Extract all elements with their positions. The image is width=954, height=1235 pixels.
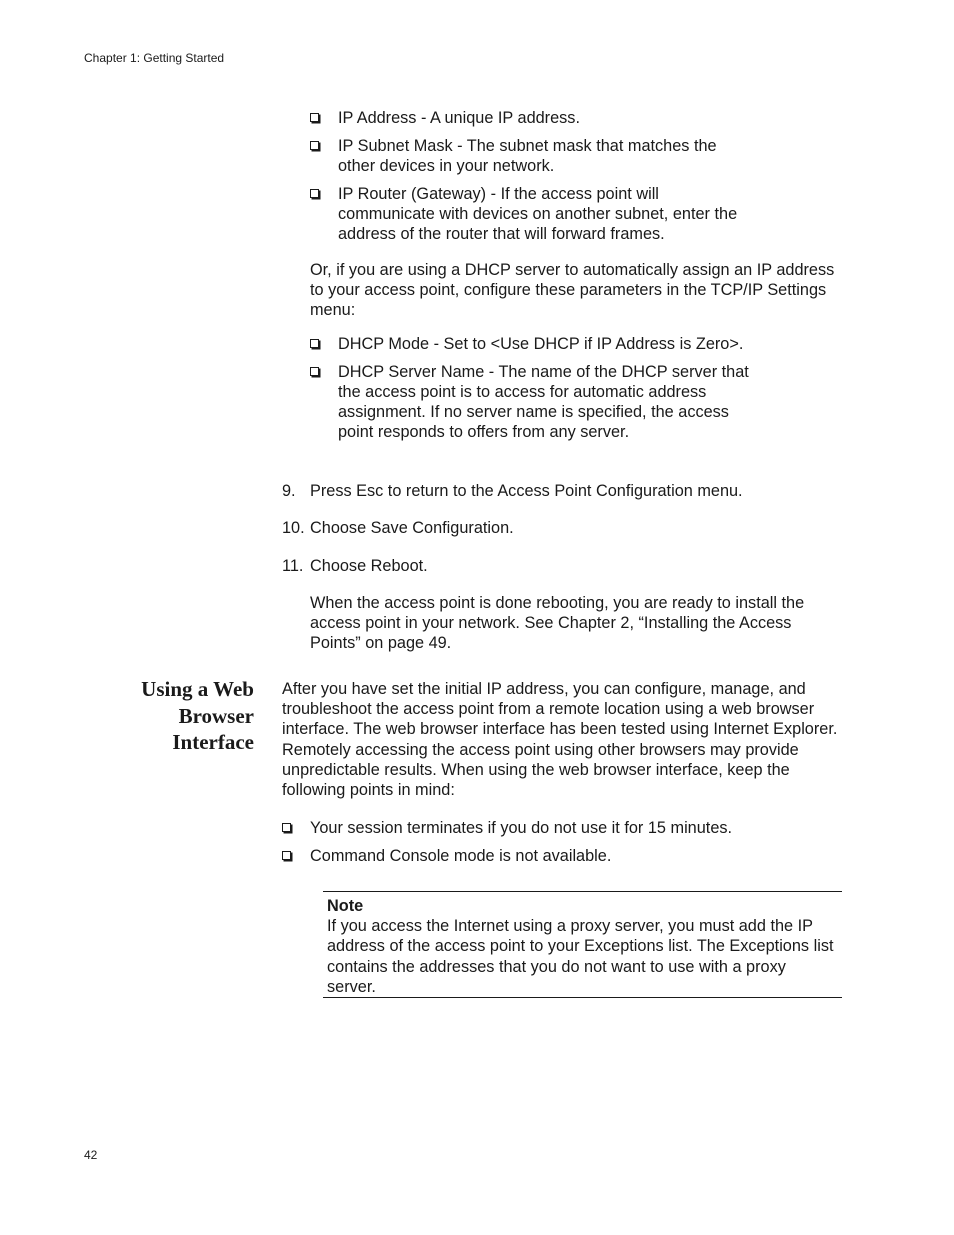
checkbox-bullet-icon (310, 367, 319, 376)
list-item (310, 136, 750, 176)
checkbox-bullet-icon (282, 823, 291, 832)
list-item (310, 362, 750, 442)
step-number: 9. (282, 482, 296, 500)
list-item-text: IP Router (Gateway) - If the access point will communicate with devices on another subnet, enter the address of the router that will forward frames. (338, 185, 738, 243)
browser-points-list (282, 818, 822, 874)
heading-line: Interface (172, 730, 254, 754)
step-9 (282, 481, 842, 501)
checkbox-bullet-icon (310, 113, 319, 122)
checkbox-bullet-icon (310, 189, 319, 198)
step-number: 11. (282, 557, 304, 575)
list-item-text: DHCP Server Name - The name of the DHCP server that the access point is to access for automatic address assignment. If no server name is specified, the access point responds to offers from any server. (338, 363, 749, 441)
list-item (310, 184, 750, 244)
list-item-text: IP Subnet Mask - The subnet mask that matches the other devices in your network. (338, 137, 717, 175)
dhcp-list (310, 334, 750, 450)
list-item-text: Command Console mode is not available. (310, 847, 612, 865)
heading-line: Browser (178, 703, 254, 728)
section-heading (92, 676, 254, 756)
static-ip-list (310, 108, 750, 252)
step-text: Choose Reboot. (310, 557, 428, 575)
running-header: Chapter 1: Getting Started (84, 51, 225, 65)
reboot-paragraph: When the access point is done rebooting, you are ready to install the access point in your network. See Chapter 2, “Installing the Access Points” on page 49. (310, 594, 805, 653)
checkbox-bullet-icon (310, 141, 319, 150)
list-item (310, 334, 750, 354)
list-item (282, 846, 822, 866)
page-number: 42 (84, 1148, 98, 1162)
note-title: Note (327, 897, 364, 915)
list-item-text: IP Address - A unique IP address. (338, 109, 580, 127)
note-box (323, 891, 842, 998)
step-text: Choose Save Configuration. (310, 519, 514, 537)
note-text: If you access the Internet using a proxy server, you must add the IP address of the access point to your Exceptions list. The Exceptions list contains the addresses that you do not want to use with a proxy server. (327, 917, 834, 996)
checkbox-bullet-icon (282, 851, 291, 860)
list-item (282, 818, 822, 838)
checkbox-bullet-icon (310, 339, 319, 348)
list-item (310, 108, 750, 128)
step-10 (282, 518, 842, 538)
step-text: Press Esc to return to the Access Point Configuration menu. (310, 482, 743, 500)
list-item-text: DHCP Mode - Set to <Use DHCP if IP Address is Zero>. (338, 335, 744, 353)
dhcp-intro: Or, if you are using a DHCP server to automatically assign an IP address to your access point, configure these parameters in the TCP/IP Settings menu: (310, 261, 835, 320)
step-11 (282, 556, 842, 576)
heading-line: Using a Web (141, 677, 254, 701)
section-intro: After you have set the initial IP address, you can configure, manage, and troubleshoot the access point from a remote location using a web browser interface. The web browser interface has been tested using Internet Explorer. Remotely accessing the access point using other browsers may provide unpredictable results. When using the web browser interface, keep the following points in mind: (282, 680, 838, 800)
step-number: 10. (282, 519, 305, 537)
list-item-text: Your session terminates if you do not use it for 15 minutes. (310, 819, 733, 837)
